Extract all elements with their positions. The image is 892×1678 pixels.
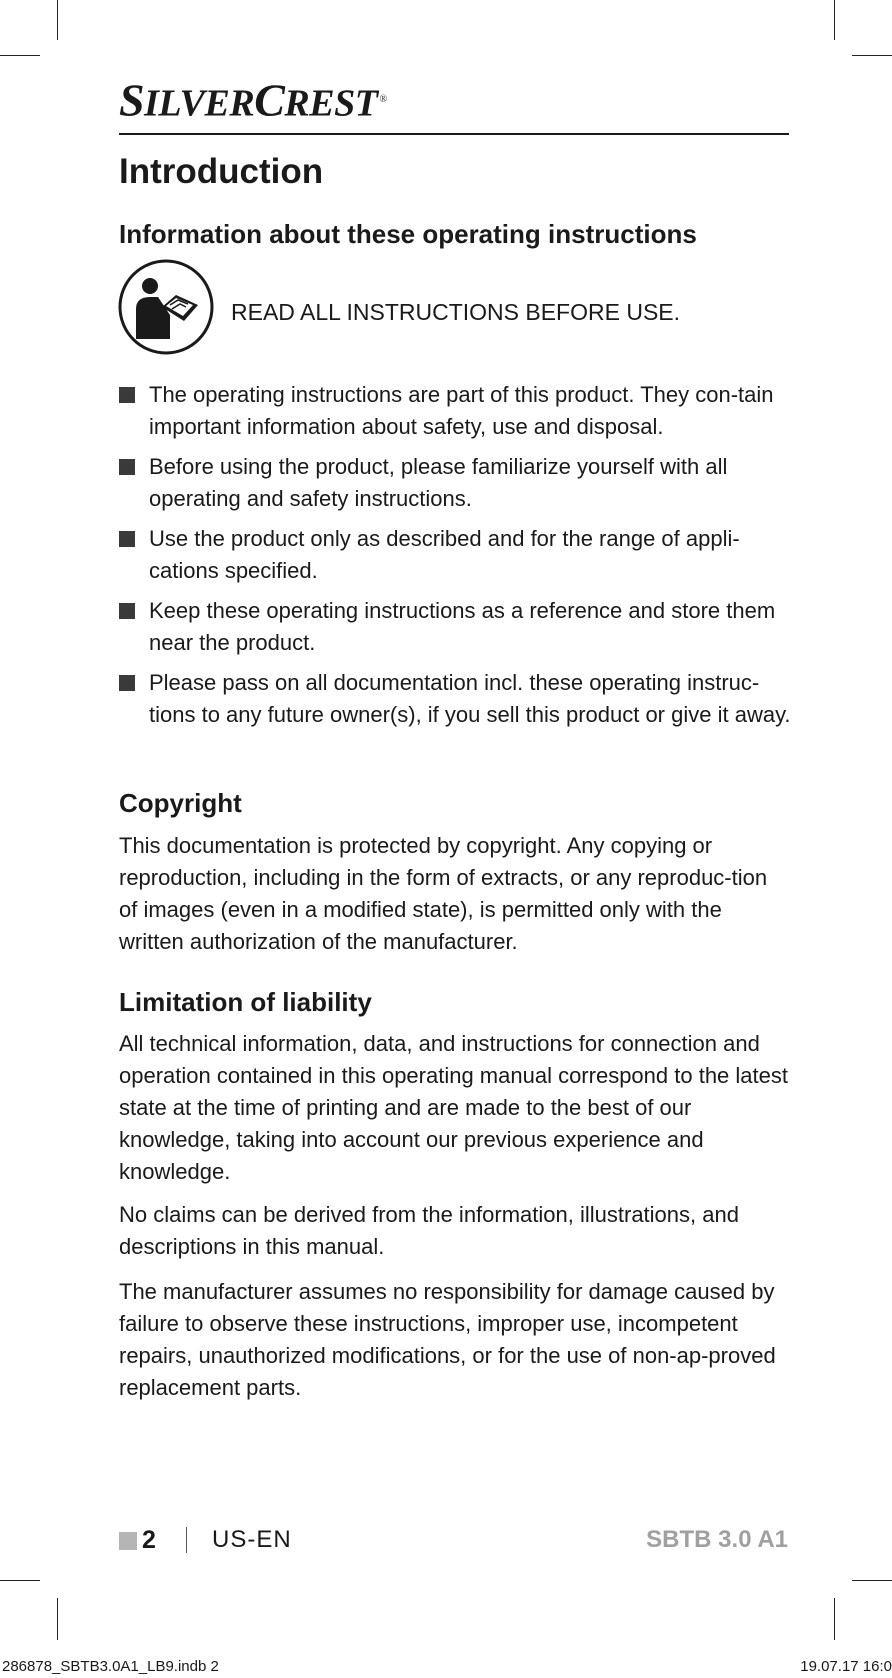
crop-mark	[834, 0, 835, 40]
crop-mark	[0, 55, 40, 56]
language-code: US-EN	[212, 1526, 292, 1553]
section-heading-copyright: Copyright	[119, 788, 242, 818]
crop-mark	[852, 55, 892, 56]
model-number: SBTB 3.0 A1	[646, 1526, 788, 1553]
crop-mark	[834, 1598, 835, 1640]
crop-mark	[852, 1580, 892, 1581]
list-item: Please pass on all documentation incl. these operating instruc-tions to any future owner(s), if you sell this product or give it away.	[119, 667, 791, 731]
liability-paragraph: No claims can be derived from the information, illustrations, and descriptions in this manual.	[119, 1202, 739, 1259]
footer-divider	[186, 1527, 187, 1553]
info-bullet-list	[119, 379, 791, 739]
footer-square-icon	[119, 1532, 137, 1550]
copyright-text: This documentation is protected by copyright. Any copying or reproduction, including in the form of extracts, or any reproduc-tion of images (even in a modified state), is permitted only with the written authorization of the manufacturer.	[119, 833, 768, 954]
read-manual-icon	[118, 259, 214, 355]
bullet-square-icon	[119, 603, 135, 619]
liability-paragraph: All technical information, data, and instructions for connection and operation contained in this operating manual correspond to the latest state at the time of printing and are made to the best of our knowledge, taking into account our previous experience and knowledge.	[119, 1031, 788, 1184]
section-heading-liability: Limitation of liability	[119, 987, 372, 1017]
list-item: The operating instructions are part of this product. They con-tain important information about safety, use and disposal.	[119, 379, 791, 443]
print-slug-file: 286878_SBTB3.0A1_LB9.indb 2	[2, 1658, 219, 1675]
liability-paragraph: The manufacturer assumes no responsibility for damage caused by failure to observe these instructions, improper use, incompetent repairs, unauthorized modifications, or for the use of non-ap-proved replacement parts.	[119, 1279, 776, 1400]
list-item: Before using the product, please familiarize yourself with all operating and safety instructions.	[119, 451, 791, 515]
bullet-square-icon	[119, 387, 135, 403]
crop-mark	[57, 1598, 58, 1640]
brand-logo: SILVERCREST ®	[119, 74, 387, 126]
section-heading-info: Information about these operating instructions	[119, 219, 697, 249]
bullet-square-icon	[119, 675, 135, 691]
crop-mark	[0, 1580, 40, 1581]
read-instructions-notice: READ ALL INSTRUCTIONS BEFORE USE.	[231, 299, 681, 325]
page-number: 2	[142, 1526, 156, 1554]
bullet-square-icon	[119, 459, 135, 475]
header-rule	[119, 133, 789, 135]
bullet-square-icon	[119, 531, 135, 547]
page-title: Introduction	[119, 152, 324, 191]
list-item: Keep these operating instructions as a reference and store them near the product.	[119, 595, 791, 659]
crop-mark	[57, 0, 58, 40]
print-slug-timestamp: 19.07.17 16:0	[800, 1658, 892, 1675]
list-item: Use the product only as described and for the range of appli-cations specified.	[119, 523, 791, 587]
